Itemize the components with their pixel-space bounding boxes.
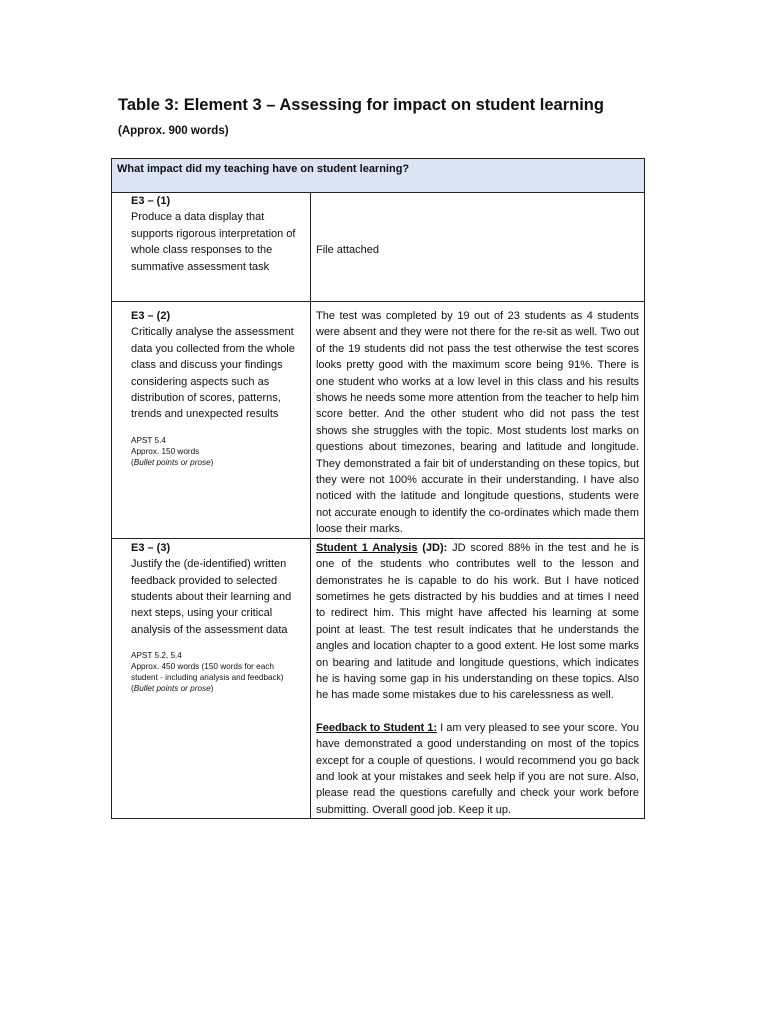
e3-1-code: E3 – (1) <box>131 195 171 207</box>
analysis-heading: Student 1 Analysis <box>316 541 418 554</box>
document-title: Table 3: Element 3 – Assessing for impact on student learning <box>118 96 604 114</box>
e3-2-code: E3 – (2) <box>131 310 171 322</box>
e3-3-code: E3 – (3) <box>131 541 171 554</box>
e3-1-prompt: Produce a data display that supports rigorous interpretation of whole class responses to the summative assessment task <box>131 211 296 273</box>
e3-3-response-cell <box>311 538 645 819</box>
e3-1-response-cell <box>311 193 645 302</box>
e3-1-response: File attached <box>316 244 379 256</box>
table-header-row <box>112 159 645 193</box>
e3-2-row <box>112 302 645 539</box>
e3-3-format-note: (Bullet points or prose) <box>131 684 214 694</box>
e3-2-response-cell <box>311 302 645 539</box>
e3-1-row <box>112 193 645 302</box>
feedback-heading: Feedback to Student 1: <box>316 721 438 734</box>
e3-2-response: The test was completed by 19 out of 23 students as 4 students were absent and they were not there for the re-sit as well. Two out of the 19 students did not pass the test otherwise the test scores looks pretty good with the maximum score being 91%. There is one student who works at a low level in this class and his results shows he needs some more attention from the teacher to help him score better. And the other student who did not pass the test shows she struggles with the topic. Most students lost marks on questions about timezones, bearing and latitude and longitude. They demonstrated a fair bit of understanding on these topics, but they were not 100% accurate in their understanding. I have also noticed with the latitude and longitude questions, students were not accurate enough to identify the co-ordinates which made them loose their marks. <box>316 310 639 536</box>
student-1-analysis: Student 1 Analysis (JD): JD scored 88% in the test and he is one of the students who contributes well to the lesson and demonstrates he is capable to do his work. But I have noticed sometimes he gets distracted by his buddies and at times I need to redirect him. This might have affected his learning at some point at least. The test result indicates that he understands the angles and location chapter to a good extent. He lost some marks on bearing and latitude and longitude questions, which indicates he is having some gap in his understanding on these topics. Also he has made some mistakes due to his carelessness as well. <box>316 541 639 702</box>
table-header: What impact did my teaching have on student learning? <box>112 159 645 193</box>
e3-2-prompt-cell <box>112 302 311 539</box>
student-1-feedback: Feedback to Student 1: I am very pleased to see your score. You have demonstrated a good understanding on most of the topics except for a couple of questions. I would recommend you go back and look at your mistakes and seek help if you are not sure. Also, please read the questions carefully and check your work before submitting. Overall good job. Keep it up. <box>316 721 639 816</box>
e3-3-prompt-cell <box>112 538 311 819</box>
word-count-note: (Approx. 900 words) <box>118 125 229 137</box>
e3-3-apst: APST 5.2, 5.4 <box>131 651 182 661</box>
e3-2-format-note: (Bullet points or prose) <box>131 457 214 467</box>
e3-3-word-limit: Approx. 450 words (150 words for each student - including analysis and feedback) <box>131 662 284 683</box>
e3-2-apst: APST 5.4 <box>131 435 166 445</box>
e3-3-prompt: Justify the (de-identified) written feedback provided to selected students about their learning and next steps, using your critical analysis of the assessment data <box>131 558 292 636</box>
e3-3-row <box>112 538 645 819</box>
e3-1-prompt-cell <box>112 193 311 302</box>
e3-2-word-limit: Approx. 150 words <box>131 446 200 456</box>
e3-2-prompt: Critically analyse the assessment data you collected from the whole class and discuss your findings considering aspects such as distribution of scores, patterns, trends and unexpected results <box>131 326 295 421</box>
element-3-table <box>111 158 645 819</box>
